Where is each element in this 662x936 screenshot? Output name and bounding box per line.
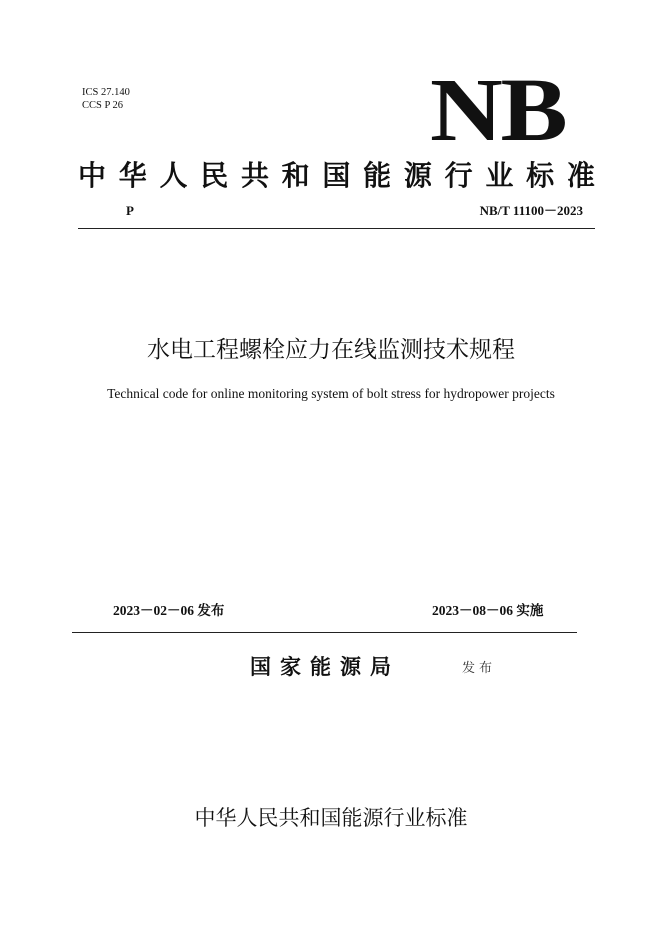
standard-level-char: 能 bbox=[363, 159, 392, 192]
issue-date: 2023－02－06 发布 bbox=[113, 603, 225, 618]
standard-level-char: 共 bbox=[240, 159, 269, 192]
standard-level-char: 源 bbox=[403, 159, 432, 192]
ccs-code: CCS P 26 bbox=[82, 100, 124, 111]
ics-code: ICS 27.140 bbox=[82, 87, 130, 98]
standard-level-char: 业 bbox=[485, 159, 514, 192]
standard-level-char: 标 bbox=[526, 159, 555, 192]
dates-divider bbox=[72, 632, 577, 633]
implementation-date: 2023－08－06 实施 bbox=[432, 603, 544, 618]
standard-level-char: 人 bbox=[159, 159, 188, 192]
publisher-name: 国家能源局 bbox=[250, 655, 400, 679]
footer-organization: 中华人民共和国能源行业标准 bbox=[194, 806, 468, 830]
category-code: P bbox=[126, 203, 134, 218]
document-title-english: Technical code for online monitoring system of bolt stress for hydropower projects bbox=[107, 386, 555, 401]
standard-level-heading bbox=[78, 158, 595, 194]
document-title-chinese: 水电工程螺栓应力在线监测技术规程 bbox=[147, 337, 515, 363]
header-divider bbox=[78, 228, 595, 229]
nb-logo: NB bbox=[430, 61, 566, 160]
publisher-verb: 发布 bbox=[462, 661, 497, 676]
standard-level-char: 和 bbox=[281, 159, 310, 192]
standard-level-char: 民 bbox=[200, 159, 229, 192]
standard-number: NB/T 11100－2023 bbox=[479, 203, 583, 218]
standard-level-char: 中 bbox=[78, 159, 107, 192]
standard-level-char: 行 bbox=[444, 159, 473, 192]
standard-level-char: 国 bbox=[322, 159, 351, 192]
standard-level-char: 华 bbox=[118, 159, 147, 192]
standard-level-char: 准 bbox=[566, 159, 595, 192]
